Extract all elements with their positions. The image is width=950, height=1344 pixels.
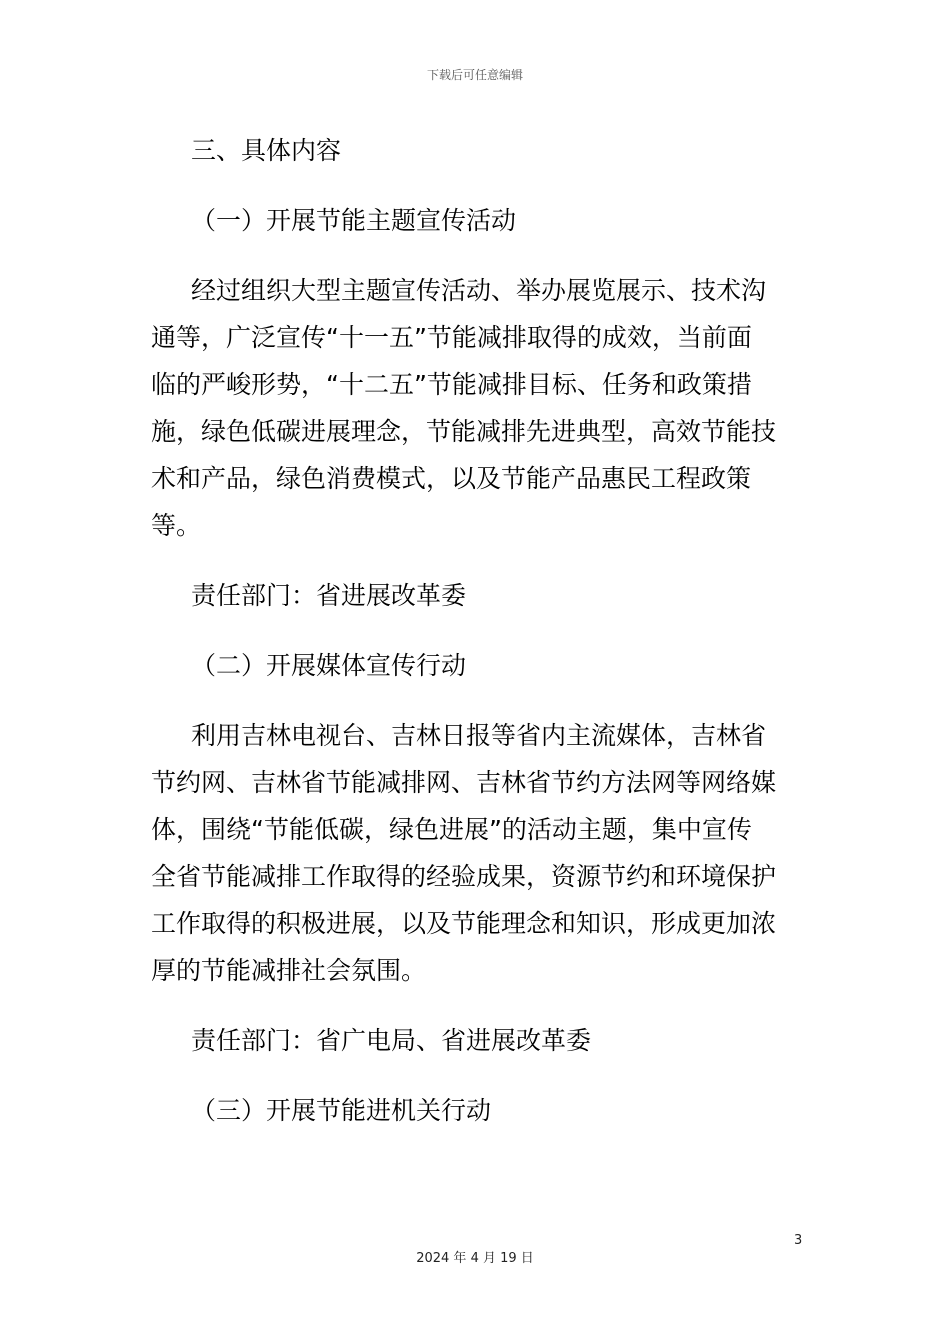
subsection-2-heading: （二）开展媒体宣传行动	[191, 651, 467, 680]
subsection-3-heading: （三）开展节能进机关行动	[191, 1096, 492, 1125]
paragraph-line: 临的严峻形势，“十二五”节能减排目标、任务和政策措	[151, 370, 752, 399]
page-number: 3	[794, 1233, 803, 1248]
paragraph-line: 节约网、吉林省节能减排网、吉林省节约方法网等网络媒	[151, 768, 777, 797]
paragraph-line: 厚的节能减排社会氛围。	[151, 956, 427, 985]
paragraph-line: 等。	[151, 511, 202, 540]
subsection-2-responsible: 责任部门：省广电局、省进展改革委	[191, 1026, 592, 1055]
subsection-2-paragraph	[151, 712, 791, 994]
subsection-1-responsible: 责任部门：省进展改革委	[191, 581, 467, 610]
paragraph-line: 利用吉林电视台、吉林日报等省内主流媒体，吉林省	[191, 721, 767, 750]
paragraph-line: 工作取得的积极进展，以及节能理念和知识，形成更加浓	[151, 909, 777, 938]
footer-date: 2024 年 4 月 19 日	[416, 1251, 534, 1266]
subsection-1-paragraph	[151, 267, 791, 549]
paragraph-line: 体，围绕“节能低碳，绿色进展”的活动主题，集中宣传	[151, 815, 752, 844]
paragraph-line: 术和产品，绿色消费模式，以及节能产品惠民工程政策	[151, 464, 752, 493]
document-body	[151, 127, 791, 1134]
page-header: 下载后可任意编辑	[426, 68, 523, 82]
paragraph-line: 通等，广泛宣传“十一五”节能减排取得的成效，当前面	[151, 323, 752, 352]
section-title: 三、具体内容	[191, 136, 342, 165]
subsection-1-heading: （一）开展节能主题宣传活动	[191, 206, 517, 235]
paragraph-line: 经过组织大型主题宣传活动、举办展览展示、技术沟	[191, 276, 767, 305]
paragraph-line: 施，绿色低碳进展理念，节能减排先进典型，高效节能技	[151, 417, 777, 446]
paragraph-line: 全省节能减排工作取得的经验成果，资源节约和环境保护	[151, 862, 777, 891]
